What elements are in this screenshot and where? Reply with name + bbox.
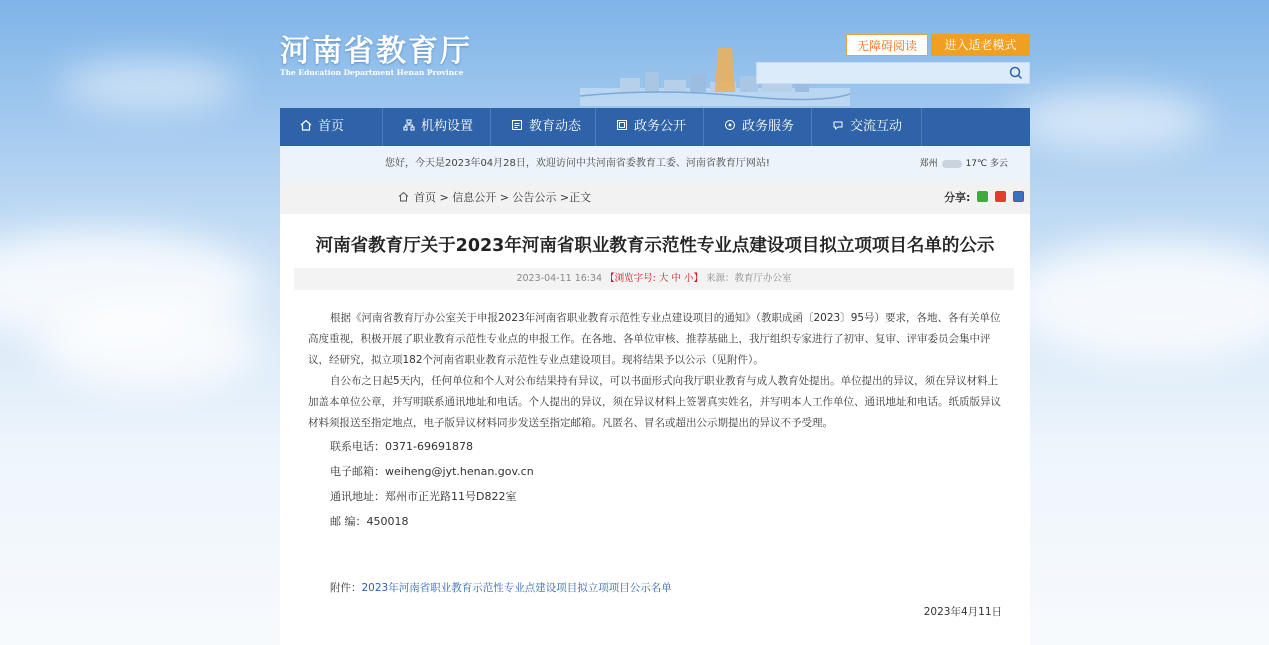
- background-cloud: [1009, 90, 1209, 150]
- elder-mode-button[interactable]: 进入适老模式: [931, 34, 1030, 56]
- weibo-share-icon[interactable]: [995, 191, 1006, 202]
- nav-item-label: 机构设置: [421, 119, 474, 134]
- contact-phone: 联系电话：0371-69691878: [330, 440, 473, 453]
- font-size-large[interactable]: 大: [658, 273, 669, 284]
- background-cloud: [1009, 240, 1269, 360]
- font-size-small[interactable]: 小: [683, 273, 694, 284]
- article-title: 河南省教育厅关于2023年河南省职业教育示范性专业点建设项目拟立项项目名单的公示: [315, 236, 995, 256]
- contact-postcode: 邮 编：450018: [330, 515, 409, 528]
- contact-email: 电子邮箱：weiheng@jyt.henan.gov.cn: [330, 465, 534, 478]
- font-size-medium[interactable]: 中: [671, 273, 681, 284]
- nav-item-public[interactable]: [596, 108, 704, 146]
- search-box: [756, 62, 1030, 84]
- site-header: [280, 0, 1030, 108]
- breadcrumb-bar: [280, 182, 1030, 214]
- share-widget: [944, 182, 1024, 214]
- nav-item-interact[interactable]: [812, 108, 922, 146]
- nav-item-label: 交流互动: [850, 119, 903, 134]
- attachment: [330, 580, 672, 595]
- wechat-share-icon[interactable]: [977, 191, 988, 202]
- main-nav: [280, 108, 1030, 146]
- notice-bar: [280, 146, 1030, 182]
- signature-date: 2023年4月11日: [923, 606, 1002, 618]
- nav-item-label: 政务服务: [742, 119, 795, 134]
- nav-item-news[interactable]: [491, 108, 596, 146]
- background-cloud: [60, 60, 240, 110]
- service-icon: [724, 119, 736, 131]
- breadcrumb-path[interactable]: 首页 > 信息公开 > 公告公示 >正文: [414, 191, 592, 204]
- share-label: 分享:: [944, 191, 971, 204]
- publish-date: 2023-04-11 16:34: [516, 273, 603, 284]
- nav-item-home[interactable]: [280, 108, 383, 146]
- weather-widget: [920, 146, 1008, 182]
- site-logo-title[interactable]: 河南省教育厅: [280, 34, 472, 69]
- attachment-link[interactable]: 2023年河南省职业教育示范性专业点建设项目拟立项项目公示名单: [361, 582, 672, 594]
- org-icon: [403, 119, 415, 131]
- chat-icon: [832, 119, 844, 131]
- cloud-icon: [942, 160, 962, 168]
- background-cloud: [40, 300, 260, 390]
- news-icon: [511, 119, 523, 131]
- site-logo-subtitle: The Education Department Henan Province: [280, 68, 464, 77]
- article: [280, 214, 1030, 645]
- weather-city: 郑州: [919, 159, 938, 169]
- nav-item-label: 首页: [318, 119, 345, 134]
- home-icon: [300, 119, 312, 131]
- attachment-label: 附件：: [330, 582, 362, 594]
- font-size-label: 【浏览字号:: [605, 273, 656, 284]
- font-size-bracket: 】: [693, 273, 703, 284]
- contact-address: 通讯地址：郑州市正光路11号D822室: [330, 490, 517, 503]
- welcome-text: 您好，今天是2023年04月28日，欢迎访问中共河南省委教育工委、河南省教育厅网站!: [385, 158, 770, 169]
- nav-item-org[interactable]: [383, 108, 491, 146]
- page-container: [280, 0, 1030, 645]
- nav-item-label: 政务公开: [634, 119, 687, 134]
- search-icon[interactable]: [1009, 66, 1023, 80]
- nav-item-label: 教育动态: [529, 119, 582, 134]
- accessible-reading-button[interactable]: 无障碍阅读: [846, 34, 928, 56]
- article-source: 来源：教育厅办公室: [706, 273, 792, 284]
- doc-icon: [616, 119, 628, 131]
- weather-temp: 17℃ 多云: [965, 159, 1008, 169]
- article-paragraph: 根据《河南省教育厅办公室关于申报2023年河南省职业教育示范性专业点建设项目的通知》（教职成函〔2023〕95号）要求，各地、各有关单位高度重视，积极开展了职业教育示范性专业点的申报工作。在各地、各单位审核、推荐基础上，我厅组织专家进行了初审、复审、评审委员会集中评议，经研究，拟立项182个河南省职业教育示范性专业点建设项目。现将结果予以公示（见附件）。: [308, 312, 1001, 366]
- article-meta: [294, 268, 1014, 290]
- breadcrumb: [398, 182, 591, 214]
- article-body: [308, 308, 1004, 534]
- nav-item-service[interactable]: [704, 108, 812, 146]
- qzone-share-icon[interactable]: [1013, 191, 1024, 202]
- article-paragraph: 自公布之日起5天内，任何单位和个人对公布结果持有异议，可以书面形式向我厅职业教育与成人教育处提出。单位提出的异议，须在异议材料上加盖本单位公章，并写明联系通讯地址和电话。个人提出的异议，须在异议材料上签署真实姓名，并写明本人工作单位、通讯地址和电话。纸质版异议材料须报送至指定地点，电子版异议材料同步发送至指定邮箱。凡匿名、冒名或超出公示期提出的异议不予受理。: [308, 375, 1001, 429]
- search-input[interactable]: [761, 65, 1001, 83]
- home-icon[interactable]: [398, 191, 409, 202]
